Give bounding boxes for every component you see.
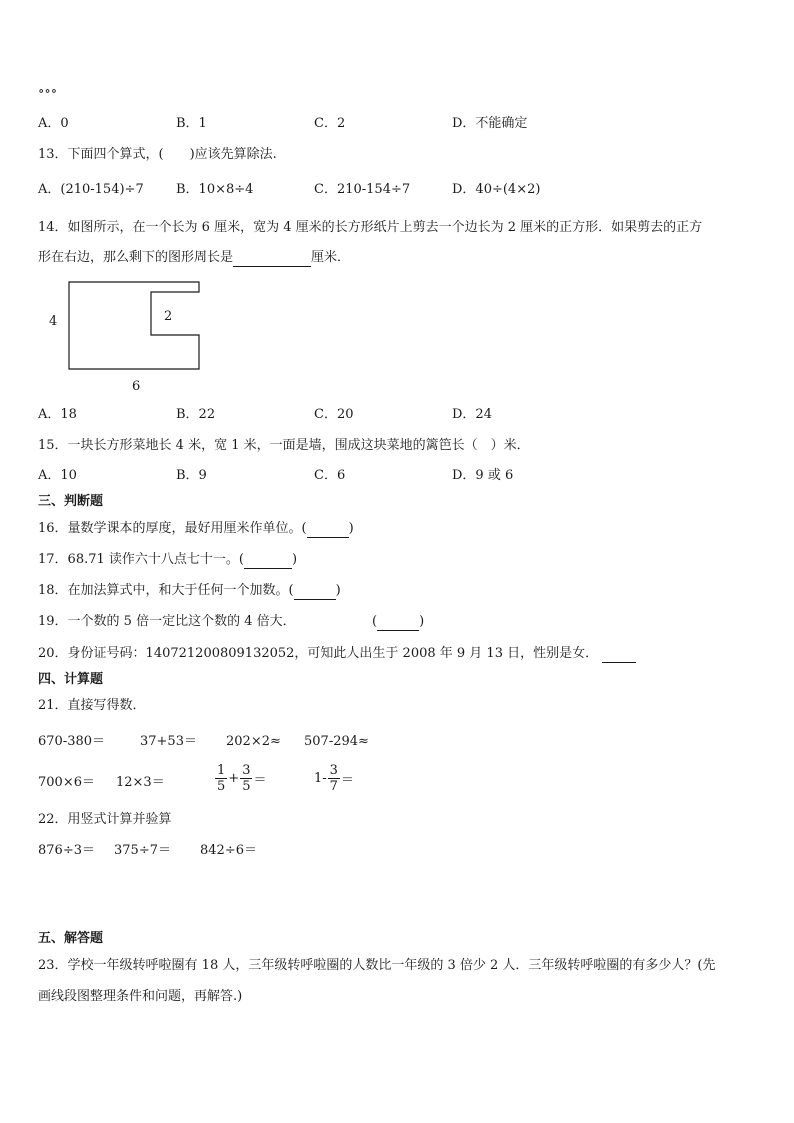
judgment-17 — [38, 552, 297, 569]
q21-item-6: 12×3＝ — [116, 775, 165, 790]
fraction-denominator: 5 — [217, 779, 226, 794]
q15-option-b: B．9 — [176, 468, 207, 483]
judgment-19-text: 19．一个数的 5 倍一定比这个数的 4 倍大． — [38, 614, 296, 629]
judgment-19-blank[interactable] — [377, 614, 419, 631]
q13-option-d: D．40÷(4×2) — [452, 182, 541, 197]
fraction-numerator: 3 — [242, 763, 251, 778]
q21-stem: 21．直接写得数． — [38, 698, 146, 713]
figure-label-width: 4 — [49, 314, 58, 329]
judgment-18-text: 18．在加法算式中，和大于任何一个加数。( — [38, 583, 294, 598]
section-title-calculation: 四、计算题 — [38, 672, 104, 687]
q14-line2-text: 形在右边，那么剩下的图形周长是 — [38, 250, 234, 265]
q13-option-b: B．10×8÷4 — [176, 182, 254, 197]
plus-sign: + — [228, 771, 240, 786]
q14-answer-blank[interactable] — [233, 250, 311, 267]
judgment-18 — [38, 583, 341, 600]
q14-line2 — [38, 250, 350, 267]
q22-item-2: 375÷7＝ — [114, 843, 171, 858]
q21-item-4: 507-294≈ — [304, 734, 369, 749]
q14-option-b: B．22 — [176, 407, 216, 422]
q21-item-3: 202×2≈ — [226, 734, 281, 749]
q12-option-d: D．不能确定 — [452, 116, 528, 131]
judgment-16-text: 16．量数学课本的厚度，最好用厘米作单位。( — [38, 521, 307, 536]
fraction-3-7 — [328, 763, 340, 794]
q14-option-a: A．18 — [38, 407, 77, 422]
judgment-17-text: 17．68.71 读作六十八点七十一。( — [38, 552, 244, 567]
q23-line2: 画线段图整理条件和问题，再解答.) — [38, 989, 243, 1004]
judgment-16-close: ) — [348, 521, 354, 536]
judgment-19-answer — [372, 614, 424, 631]
q14-line2-unit: 厘米． — [311, 250, 351, 265]
q15-option-a: A．10 — [38, 468, 77, 483]
q21-fraction-sum — [214, 763, 266, 794]
top-fragment: ∘∘∘ — [38, 84, 58, 99]
fraction-denominator: 5 — [242, 779, 251, 794]
equals-sign: ＝ — [253, 773, 267, 788]
q15-stem: 15．一块长方形菜地长 4 米，宽 1 米，一面是墙，围成这块菜地的篱笆长（ ）米． — [38, 438, 530, 453]
judgment-18-close: ) — [335, 583, 341, 598]
q12-option-a: A．0 — [38, 116, 69, 131]
q13-option-c: C．210-154÷7 — [314, 182, 411, 197]
judgment-20-blank[interactable] — [602, 646, 636, 663]
minuend-one: 1- — [314, 771, 327, 786]
q21-item-1: 670-380＝ — [38, 734, 106, 749]
q13-option-a: A．(210-154)÷7 — [38, 182, 144, 197]
judgment-19-open: ( — [372, 614, 378, 629]
section-title-judgment: 三、判断题 — [38, 494, 104, 509]
q14-line1: 14．如图所示，在一个长为 6 厘米，宽为 4 厘米的长方形纸片上剪去一个边长为 2 厘米的正方形．如果剪去的正方 — [38, 220, 703, 235]
judgment-17-close: ) — [291, 552, 298, 567]
judgment-19 — [38, 614, 296, 630]
fraction-3-5 — [240, 763, 252, 794]
judgment-18-blank[interactable] — [294, 583, 336, 600]
judgment-16-blank[interactable] — [307, 521, 349, 538]
judgment-20-text: 20．身份证号码：140721200809132052，可知此人出生于 2008 年 9 月 13 日，性别是女． — [38, 646, 599, 661]
q13-stem: 13．下面四个算式，( )应该先算除法. — [38, 147, 277, 162]
q15-option-c: C．6 — [314, 468, 346, 483]
remaining-shape-outline — [69, 282, 199, 369]
figure-label-notch: 2 — [164, 309, 173, 324]
q22-item-3: 842÷6＝ — [200, 843, 257, 858]
q21-fraction-diff — [314, 763, 354, 794]
q22-stem: 22．用竖式计算并验算 — [38, 812, 172, 827]
q12-option-c: C．2 — [314, 116, 346, 131]
fraction-denominator: 7 — [329, 779, 338, 794]
fraction-numerator: 1 — [217, 763, 226, 778]
q14-option-c: C．20 — [314, 407, 354, 422]
q15-option-d: D．9 或 6 — [452, 468, 514, 483]
q21-item-5: 700×6＝ — [38, 775, 95, 790]
judgment-20 — [38, 646, 636, 663]
judgment-17-blank[interactable] — [244, 552, 292, 569]
judgment-16 — [38, 521, 354, 538]
judgment-19-close: ) — [419, 614, 425, 629]
q21-item-2: 37+53＝ — [140, 734, 197, 749]
figure-label-length: 6 — [132, 379, 141, 394]
q14-option-d: D．24 — [452, 407, 492, 422]
q22-item-1: 876÷3＝ — [38, 843, 95, 858]
q12-option-b: B．1 — [176, 116, 207, 131]
section-title-solve: 五、解答题 — [38, 931, 104, 946]
equals-sign: ＝ — [340, 773, 354, 788]
fraction-numerator: 3 — [329, 763, 338, 778]
q14-figure — [44, 278, 214, 396]
q23-line1: 23．学校一年级转呼啦圈有 18 人，三年级转呼啦圈的人数比一年级的 3 倍少 2 人．三年级转呼啦圈的有多少人？(先 — [38, 958, 716, 973]
rectangle-notch-diagram — [44, 278, 214, 396]
fraction-1-5 — [215, 763, 227, 794]
